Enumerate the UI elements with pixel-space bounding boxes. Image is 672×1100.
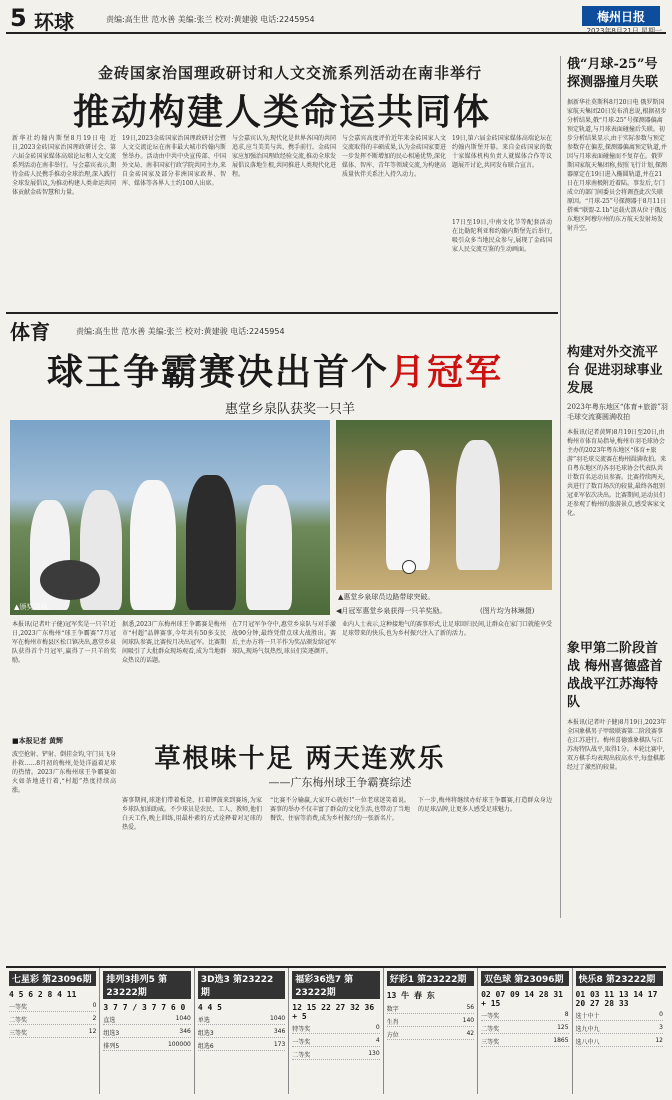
feature-byline: ■本报记者 黄辉	[12, 737, 64, 745]
prize-count: 1865	[553, 1037, 569, 1044]
player-figure	[456, 440, 500, 570]
prize-tier: 方位	[386, 1032, 399, 1039]
prize-tier: 排列5	[103, 1043, 120, 1050]
sports-subhead: 惠堂乡泉队获奖一只羊	[224, 402, 355, 417]
prize-count: 4	[375, 1037, 380, 1044]
prize-tier: 三等奖	[9, 1030, 28, 1037]
side-story-chess-title: 象甲第二阶段首战 梅州喜德盛首战战平江苏海特队	[567, 641, 663, 710]
lottery-row	[292, 1050, 379, 1060]
feature-body-col-4: 下一步,梅州将继续办好球王争霸赛,打造群众身边的足球品牌,让更多人感受足球魅力。	[418, 797, 552, 813]
prize-tier: 二等奖	[9, 1017, 28, 1024]
side-story-badminton-sub: 2023年粤东地区“体育+旅游”羽毛球交流赛圆满收拍	[567, 403, 668, 421]
top-body-col-2: 19日,2023金砖国家治国理政研讨会暨人文交流论坛在南非最大城市约翰内斯堡举办。活动由中共中央宣传部、中国外文局、南非国家行政学院共同主办,来自金砖国家及部分非洲国家政界、智库、媒体等各界人士约100人出席。	[122, 135, 226, 187]
prize-tier: 一等奖	[9, 1004, 28, 1011]
prize-count: 100000	[167, 1041, 191, 1048]
prize-count: 140	[462, 1017, 475, 1024]
masthead	[6, 2, 666, 34]
prize-count: 12	[655, 1037, 663, 1044]
prize-tier: 三等奖	[481, 1039, 500, 1046]
feature-headline: 草根味十足 两天连欢乐	[154, 744, 446, 774]
sports-editors-line: 责编:高生世 范水善 美编:张兰 校对:黄建骏 电话:2245954	[76, 327, 285, 336]
issue-date: 2023年8月21日 星期一	[586, 27, 662, 35]
lottery-row	[387, 1017, 474, 1027]
sports-body-col-1: 本报讯(记者叶子健)冠军奖是一只羊!近日,2023广东梅州“球王争霸赛”7月冠军在梅州市梅县区松口镇决出,惠堂乡泉队获得首个月冠军,赢得了一只羊的奖励。	[12, 621, 116, 664]
lottery-row	[198, 1041, 285, 1051]
top-body-col-4: 与会嘉宾高度评价近年来金砖国家人文交流取得的丰硕成果,认为金砖国家要进一步发挥不断增加的民心相通优势,深化媒体、智库、青年等领域交流,为构建高质量伙伴关系注入持久动力。	[342, 135, 446, 178]
lottery-box	[100, 968, 194, 1094]
lottery-row	[103, 1028, 190, 1038]
sports-band	[6, 312, 558, 344]
prize-count: 346	[179, 1028, 191, 1035]
lottery-numbers: 4 5 6 2 8 4 11	[9, 990, 77, 999]
lottery-row	[292, 1037, 379, 1047]
lottery-name: 好彩1 第23222期	[387, 971, 474, 986]
prize-tier: 二等奖	[292, 1052, 311, 1059]
bottom-photo-caption: ◀月冠军惠堂乡泉获得一只羊奖励。	[336, 607, 447, 615]
prize-tier: 选十中十	[575, 1013, 600, 1020]
match-photo	[336, 420, 552, 590]
prize-count: 1040	[175, 1015, 191, 1022]
prize-tier: 组选6	[197, 1043, 214, 1050]
feature-subhead: ——广东梅州球王争霸赛综述	[268, 776, 412, 789]
side-story-badminton	[560, 344, 668, 648]
lottery-row	[198, 1015, 285, 1025]
lottery-row	[481, 1037, 568, 1047]
lottery-row	[576, 1011, 663, 1021]
prize-count: 8	[564, 1011, 569, 1018]
prize-count: 1040	[269, 1015, 286, 1022]
player-figure	[246, 485, 292, 610]
lottery-numbers: 3 7 7 / 3 7 7 6 0	[103, 1003, 186, 1012]
match-photo-caption: ▲惠堂乡泉球员边路带球突破。	[338, 593, 435, 601]
prize-tier: 数字	[386, 1006, 399, 1013]
goat-figure	[40, 560, 100, 600]
prize-count: 0	[375, 1024, 380, 1031]
lottery-row	[387, 1030, 474, 1040]
prize-tier: 组选3	[103, 1030, 120, 1037]
lottery-row	[9, 1028, 96, 1038]
lottery-name: 七星彩 第23096期	[9, 971, 96, 986]
lottery-numbers: 4 4 5	[197, 1003, 222, 1012]
prize-count: 12	[88, 1028, 97, 1035]
player-figure	[186, 475, 236, 610]
lottery-numbers: 13 牛 春 东	[386, 991, 435, 1000]
top-kicker: 金砖国家治国理政研讨和人文交流系列活动在南非举行	[97, 64, 482, 82]
lottery-row	[576, 1037, 663, 1047]
section-title: 环球	[34, 10, 74, 34]
lottery-row	[481, 1024, 568, 1034]
side-story-chess-body: 本报讯(记者叶子健)8月19日,2023年全国象棋男子甲级联赛第二阶段赛事在江苏进行。梅州喜德盛象棋队与江苏海特队战平,取得1分。本轮比赛中,双方棋手均表现出较高水平,每盘棋都经过了激烈的较量。	[567, 719, 667, 771]
lottery-numbers: 02 07 09 14 28 31 + 15	[481, 990, 563, 1008]
lottery-numbers: 01 03 11 13 14 17 20 27 28 33	[575, 990, 658, 1008]
prize-count: 0	[92, 1002, 97, 1009]
side-story-chess	[560, 640, 668, 918]
player-figure	[130, 480, 176, 610]
page-number: 5	[10, 4, 27, 32]
lottery-numbers: 12 15 22 27 32 36 + 5	[292, 1003, 375, 1021]
football-figure	[402, 560, 416, 574]
lottery-box	[384, 968, 478, 1094]
prize-count: 56	[466, 1004, 475, 1011]
lottery-row	[103, 1015, 190, 1025]
top-body-col-1: 新华社约翰内斯堡8月19日电 近日,2023金砖国家治国理政研讨会、第六届金砖国家媒体高端论坛和人文交流系列活动在南非举行。与会嘉宾表示,期待金砖人民携手推动全球治理,深入践行全球发展倡议,为推动构建人类命运共同体贡献金砖智慧和力量。	[12, 135, 116, 196]
prize-tier: 选九中九	[575, 1026, 600, 1033]
lottery-row	[198, 1028, 285, 1038]
award-photo	[10, 420, 330, 615]
prize-tier: 组选3	[197, 1030, 214, 1037]
prize-count: 3	[659, 1024, 663, 1031]
lottery-row	[103, 1041, 190, 1051]
lottery-box	[289, 968, 383, 1094]
lottery-row	[9, 1015, 96, 1025]
award-photo-caption: ▲颁奖现场。	[14, 603, 55, 611]
sports-body-col-4: 业内人士表示,这种接地气的赛事形式,让足球回归民间,让群众在家门口就能享受足球带来的快乐,也为乡村振兴注入了新的活力。	[342, 621, 552, 637]
lottery-row	[387, 1004, 474, 1014]
sports-headline-accent: 月冠军	[389, 351, 504, 393]
prize-tier: 选八中八	[575, 1039, 600, 1046]
prize-tier: 单选	[197, 1017, 210, 1024]
prize-tier: 二等奖	[481, 1026, 500, 1033]
feature-body-col-1: 波空抢射、铲射、倒挂金钩,守门员飞身扑救……8月初的梅州,处处洋溢着足球的热情。2023广东梅州球王争霸赛如火如荼地进行着,“村超”热度持续高涨。	[12, 751, 116, 794]
side-story-moon-title: 俄“月球-25”号探测器撞月失联	[567, 57, 659, 90]
lottery-name: 双色球 第23096期	[481, 971, 568, 986]
newspaper-logo: 梅州日报	[582, 6, 660, 26]
prize-count: 2	[92, 1015, 97, 1022]
photo-credit: (图片均为林琳摄)	[480, 607, 535, 615]
prize-tier: 特等奖	[292, 1026, 311, 1033]
prize-count: 125	[557, 1024, 569, 1031]
prize-count: 173	[273, 1041, 286, 1048]
sports-headline-main: 球王争霸赛决出首个	[46, 351, 389, 393]
top-body-col-5: 19日,第六届金砖国家媒体高端论坛在约翰内斯堡开幕。来自金砖国家的数十家媒体机构负责人就媒体合作等议题展开讨论,共同发布联合宣言。	[452, 135, 552, 169]
lottery-row	[292, 1024, 379, 1034]
sports-body-col-2: 据悉,2023广东梅州球王争霸赛是梅州市“村超”品牌赛事,今年共有50多支民间球队参赛,比赛按月决出冠军。比赛期间吸引了大批群众现场观看,成为当地群众热议的话题。	[122, 621, 226, 664]
lottery-results	[6, 966, 666, 1094]
lottery-name: 福彩36选7 第23222期	[292, 971, 379, 999]
prize-count: 42	[466, 1030, 475, 1037]
top-headline: 推动构建人类命运共同体	[72, 91, 491, 133]
prize-tier: 生肖	[386, 1019, 399, 1026]
side-story-badminton-title: 构建对外交流平台 促进羽球事业发展	[567, 345, 663, 396]
lottery-box	[573, 968, 666, 1094]
prize-count: 346	[273, 1028, 286, 1035]
lottery-name: 3D选3 第23222期	[198, 971, 285, 999]
feature-body-col-2: 赛事期间,球迷们带着板凳、扛着锣鼓来到赛场,为家乡球队加油助威。不少球员是农民、工人、教师,他们白天工作,晚上训练,用最朴素的方式诠释着对足球的热爱。	[122, 797, 262, 831]
editors-line: 责编:高生世 范水善 美编:张兰 校对:黄建骏 电话:2245954	[106, 15, 315, 24]
prize-tier: 直选	[103, 1017, 116, 1024]
lottery-row	[576, 1024, 663, 1034]
side-story-badminton-body: 本报讯(记者黄辉)8月19日至20日,由梅州市体育局指导,梅州市羽毛球协会主办的2023年粤东地区“体育+旅游”羽毛球交流赛在梅州圆满收拍。来自粤东地区的各羽毛球协会代表队共计数百名运动员参赛。比赛持续两天,共进行了数百场次的较量,最终各组别冠亚军依次决出。比赛期间,运动员们还参观了梅州的旅游景点,感受客家文化。	[567, 429, 667, 517]
lottery-box	[195, 968, 289, 1094]
lottery-row	[9, 1002, 96, 1012]
lottery-box	[478, 968, 572, 1094]
lottery-name: 快乐8 第23222期	[576, 971, 663, 986]
player-figure	[386, 450, 430, 570]
sports-section-label: 体育	[10, 320, 50, 344]
lottery-box	[6, 968, 100, 1094]
lottery-name: 排列3排列5 第23222期	[103, 971, 190, 999]
side-story-moon	[560, 56, 668, 348]
feature-body-col-3: “比赛不分输赢,大家开心就好!”一位老球迷笑着说。赛事的举办不仅丰富了群众的文化生活,也带动了当地餐饮、住宿等消费,成为乡村振兴的一张新名片。	[270, 797, 410, 822]
prize-tier: 一等奖	[481, 1013, 500, 1020]
top-body-col-6: 17日至19日,中南文化节等配套活动在比勒陀利亚和约翰内斯堡先后举行,吸引众多当地民众参与,展现了金砖国家人民交流互鉴的生动画面。	[452, 219, 552, 253]
top-body-col-3: 与会嘉宾认为,现代化是世界各国的共同追求,应当美美与共、携手前行。金砖国家应加强治国理政经验交流,推动全球发展倡议落地生根,共同推进人类现代化进程。	[232, 135, 336, 178]
sports-headline	[20, 344, 530, 395]
prize-tier: 一等奖	[292, 1039, 311, 1046]
prize-count: 0	[659, 1011, 663, 1018]
side-story-moon-body: 据新华社莫斯科8月20日电 俄罗斯国家航天集团20日发布消息说,根据初步分析结果,俄“月球-25”号探测器偏离预定轨道,与月球表面碰撞后失联。初步分析结果显示,由于实际参数与预定参数存在偏差,探测器偏离预定轨道,并因与月球表面碰撞而不复存在。俄罗斯国家航天集团称,按照飞行计划,探测器原定在19日进入椭圆轨道,并在21日在月球南极附近着陆。事发后,专门成立的部门间委员会将调查此次失联原因。“月球-25”号探测器于8月11日搭乘“联盟-2.1b”运载火箭从位于俄远东地区阿穆尔州的东方航天发射场发射升空。	[567, 99, 667, 232]
prize-count: 130	[368, 1050, 380, 1057]
sports-body-col-3: 在7月冠军争夺中,惠堂乡泉队与对手激战90分钟,最终凭借点球大战胜出。赛后,主办方将一只羊作为奖品颁发给冠军球队,现场气氛热烈,球员们笑逐颜开。	[232, 621, 336, 655]
lottery-row	[481, 1011, 568, 1021]
